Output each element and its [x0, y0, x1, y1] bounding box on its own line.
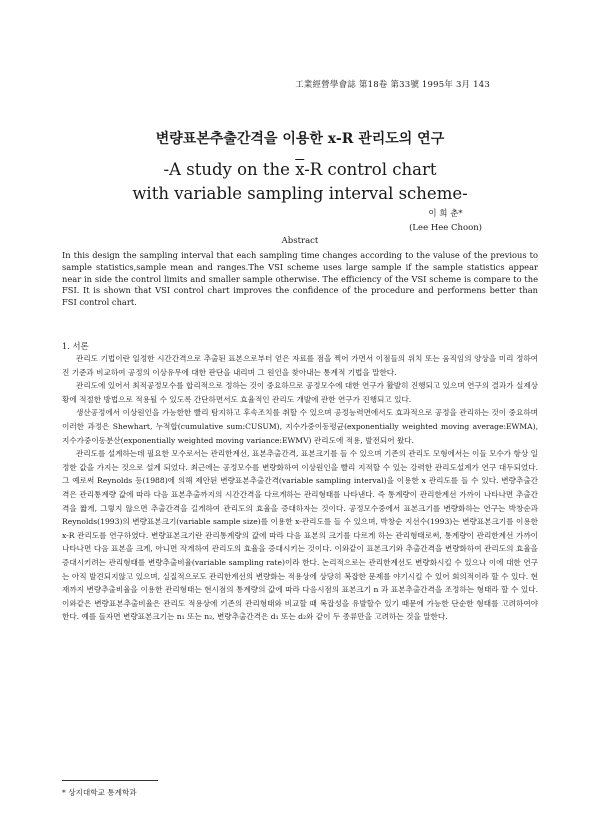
title-english-line1-pre: -A study on the [163, 160, 290, 179]
footnote: * 상지대학교 통계학과 [62, 788, 137, 797]
author-name-korean: 이 희 춘* [428, 209, 463, 219]
title-english-xbar: $\overline{x}$ [295, 160, 305, 179]
footnote-divider [62, 780, 158, 781]
title-english [0, 158, 600, 206]
body-paragraph: 관리도를 설계하는데 필요한 모수로서는 관리한계선, 표본추출간격, 표본크기를 들 수 있으며 기존의 관리도 모형에서는 이들 모수가 항상 일정한 값을 가지는 것으로 설계 되었다. 최근에는 공정모수를 변량화하여 이상원인을 빨리 지적할 수 있는 강력한 관리도설계가 연구 대두되었다. 그 예로써 Reynolds 등(1988)에 의해 제안된 변량표본추출간격(variable sampling interval)을 이용한 x 관리도를 들 수 있다. 변량추출간격은 관리통계량 값에 따라 다음 표본추출까지의 시간간격을 다르게하는 관리형태를 나타낸다. 즉 통계량이 관리한계선 가까이 나타나면 추출간격을 짧게, 그렇지 않으면 추출간격을 길게하여 관리도의 효율을 증대하자는 것이다. 공정모수중에서 표본크기를 변량화하는 연구는 박창순과 Reynolds(1993)의 변량표본크기(variable sample size)를 이용한 x-관리도를 들 수 있으며, 박창순 지선수(1993)는 변량표본크기를 이용한 x-R 관리도를 연구하였다. 변량표본크기란 관리통계량의 값에 따라 다음 표본의 크기를 다르게 하는 관리형태로써, 통계량이 관리한계선 가까이 나타나면 다음 표본을 크게, 아니면 작게하여 관리도의 효율을 증대시키는 것이다. 이와같이 표본크기와 추출간격을 변량화하여 관리도의 효율을 증대시키려는 관리형태를 변량추출비율(variable sampling rate)이라 한다. 논리적으로는 관리한계선도 변량화시킬 수 있으나 이에 대한 연구는 아직 발견되지않고 있으며, 실질적으로도 관리한계선의 변량화는 적용상에 상당히 복잡한 문제를 야기시킬 수 있어 회의적이라 할 수 있다. 현재까지 변량추출비율을 이용한 관리형태는 현시점의 통계량의 값에 따라 다음시점의 표본크기 n 과 표본추출간격을 조정하는 형태라 할 수 있다. 이와같은 변량표본추출비율은 관리도 적용상에 기존의 관리형태와 비교할 때 복잡성을 유발할수 있기 때문에 가능한 단순한 형태를 고려하여야한다. 예를 들자면 변량표본크기는 n₁ 또는 n₂, 변량추출간격은 d₁ 또는 d₂와 같이 두 종류만을 고려하는 것을 말한다. [62, 449, 538, 622]
title-block [0, 128, 600, 206]
title-english-line2: with variable sampling interval scheme- [132, 184, 468, 203]
body-paragraph: 생산공정에서 이상원인을 가능한한 빨리 탐지하고 후속조치를 취할 수 있으며 공정능력면에서도 효과적으로 공정을 관리하는 것이 중요하며 이러한 과정은 Shewhart, 누적합(cumulative sum:CUSUM), 지수가중이동평균(exponentially weighted moving average:EWMA), 지수가중이동분산(exponentially weighted moving variance:EWMV) 관리도에 적용, 발전되어 왔다. [62, 408, 538, 445]
body-text [62, 352, 538, 624]
body-paragraph: 관리도에 있어서 최적공정모수를 합리적으로 정하는 것이 중요하므로 공정모수에 대한 연구가 활발히 진행되고 있으며 연구의 결과가 실제상황에 적절한 방법으로 적용될 수 있도록 간단하면서도 효율적인 관리도 개발에 관한 연구가 진행되고 있다. [62, 381, 538, 404]
running-header: 工業經營學會誌 第18卷 第33號 1995年 3月 143 [295, 80, 490, 90]
abstract-heading: Abstract [281, 236, 319, 246]
title-english-line1-post: -R control chart [304, 160, 437, 179]
body-paragraph: 관리도 기법이란 일정한 시간간격으로 추출된 표본으로부터 얻은 자료를 점을 찍어 가면서 이점들의 위치 또는 움직임의 양상을 미리 정하여진 기준과 비교하여 공정의 이상유무에 대한 판단을 내리며 그 원인을 찾아내는 통계적 기법을 말한다. [62, 354, 538, 377]
author-name-english: (Lee Hee Choon) [409, 223, 482, 233]
abstract-text: In this design the sampling interval that each sampling time changes according to the valuse of the previous to sample statistics,sample mean and ranges.The VSI scheme uses large sample if the sample statistics appear near in side the control limits and smaller sample otherwise. The efficiency of the VSI scheme is compare to the FSI. It is shown that VSI control chart improves the confidence of the procedure and performens better than FSI control chart. [62, 250, 538, 308]
section-heading: 1. 서론 [62, 341, 89, 351]
title-korean: 변량표본추출간격을 이용한 x-R 관리도의 연구 [155, 131, 445, 147]
author-block [409, 207, 482, 235]
